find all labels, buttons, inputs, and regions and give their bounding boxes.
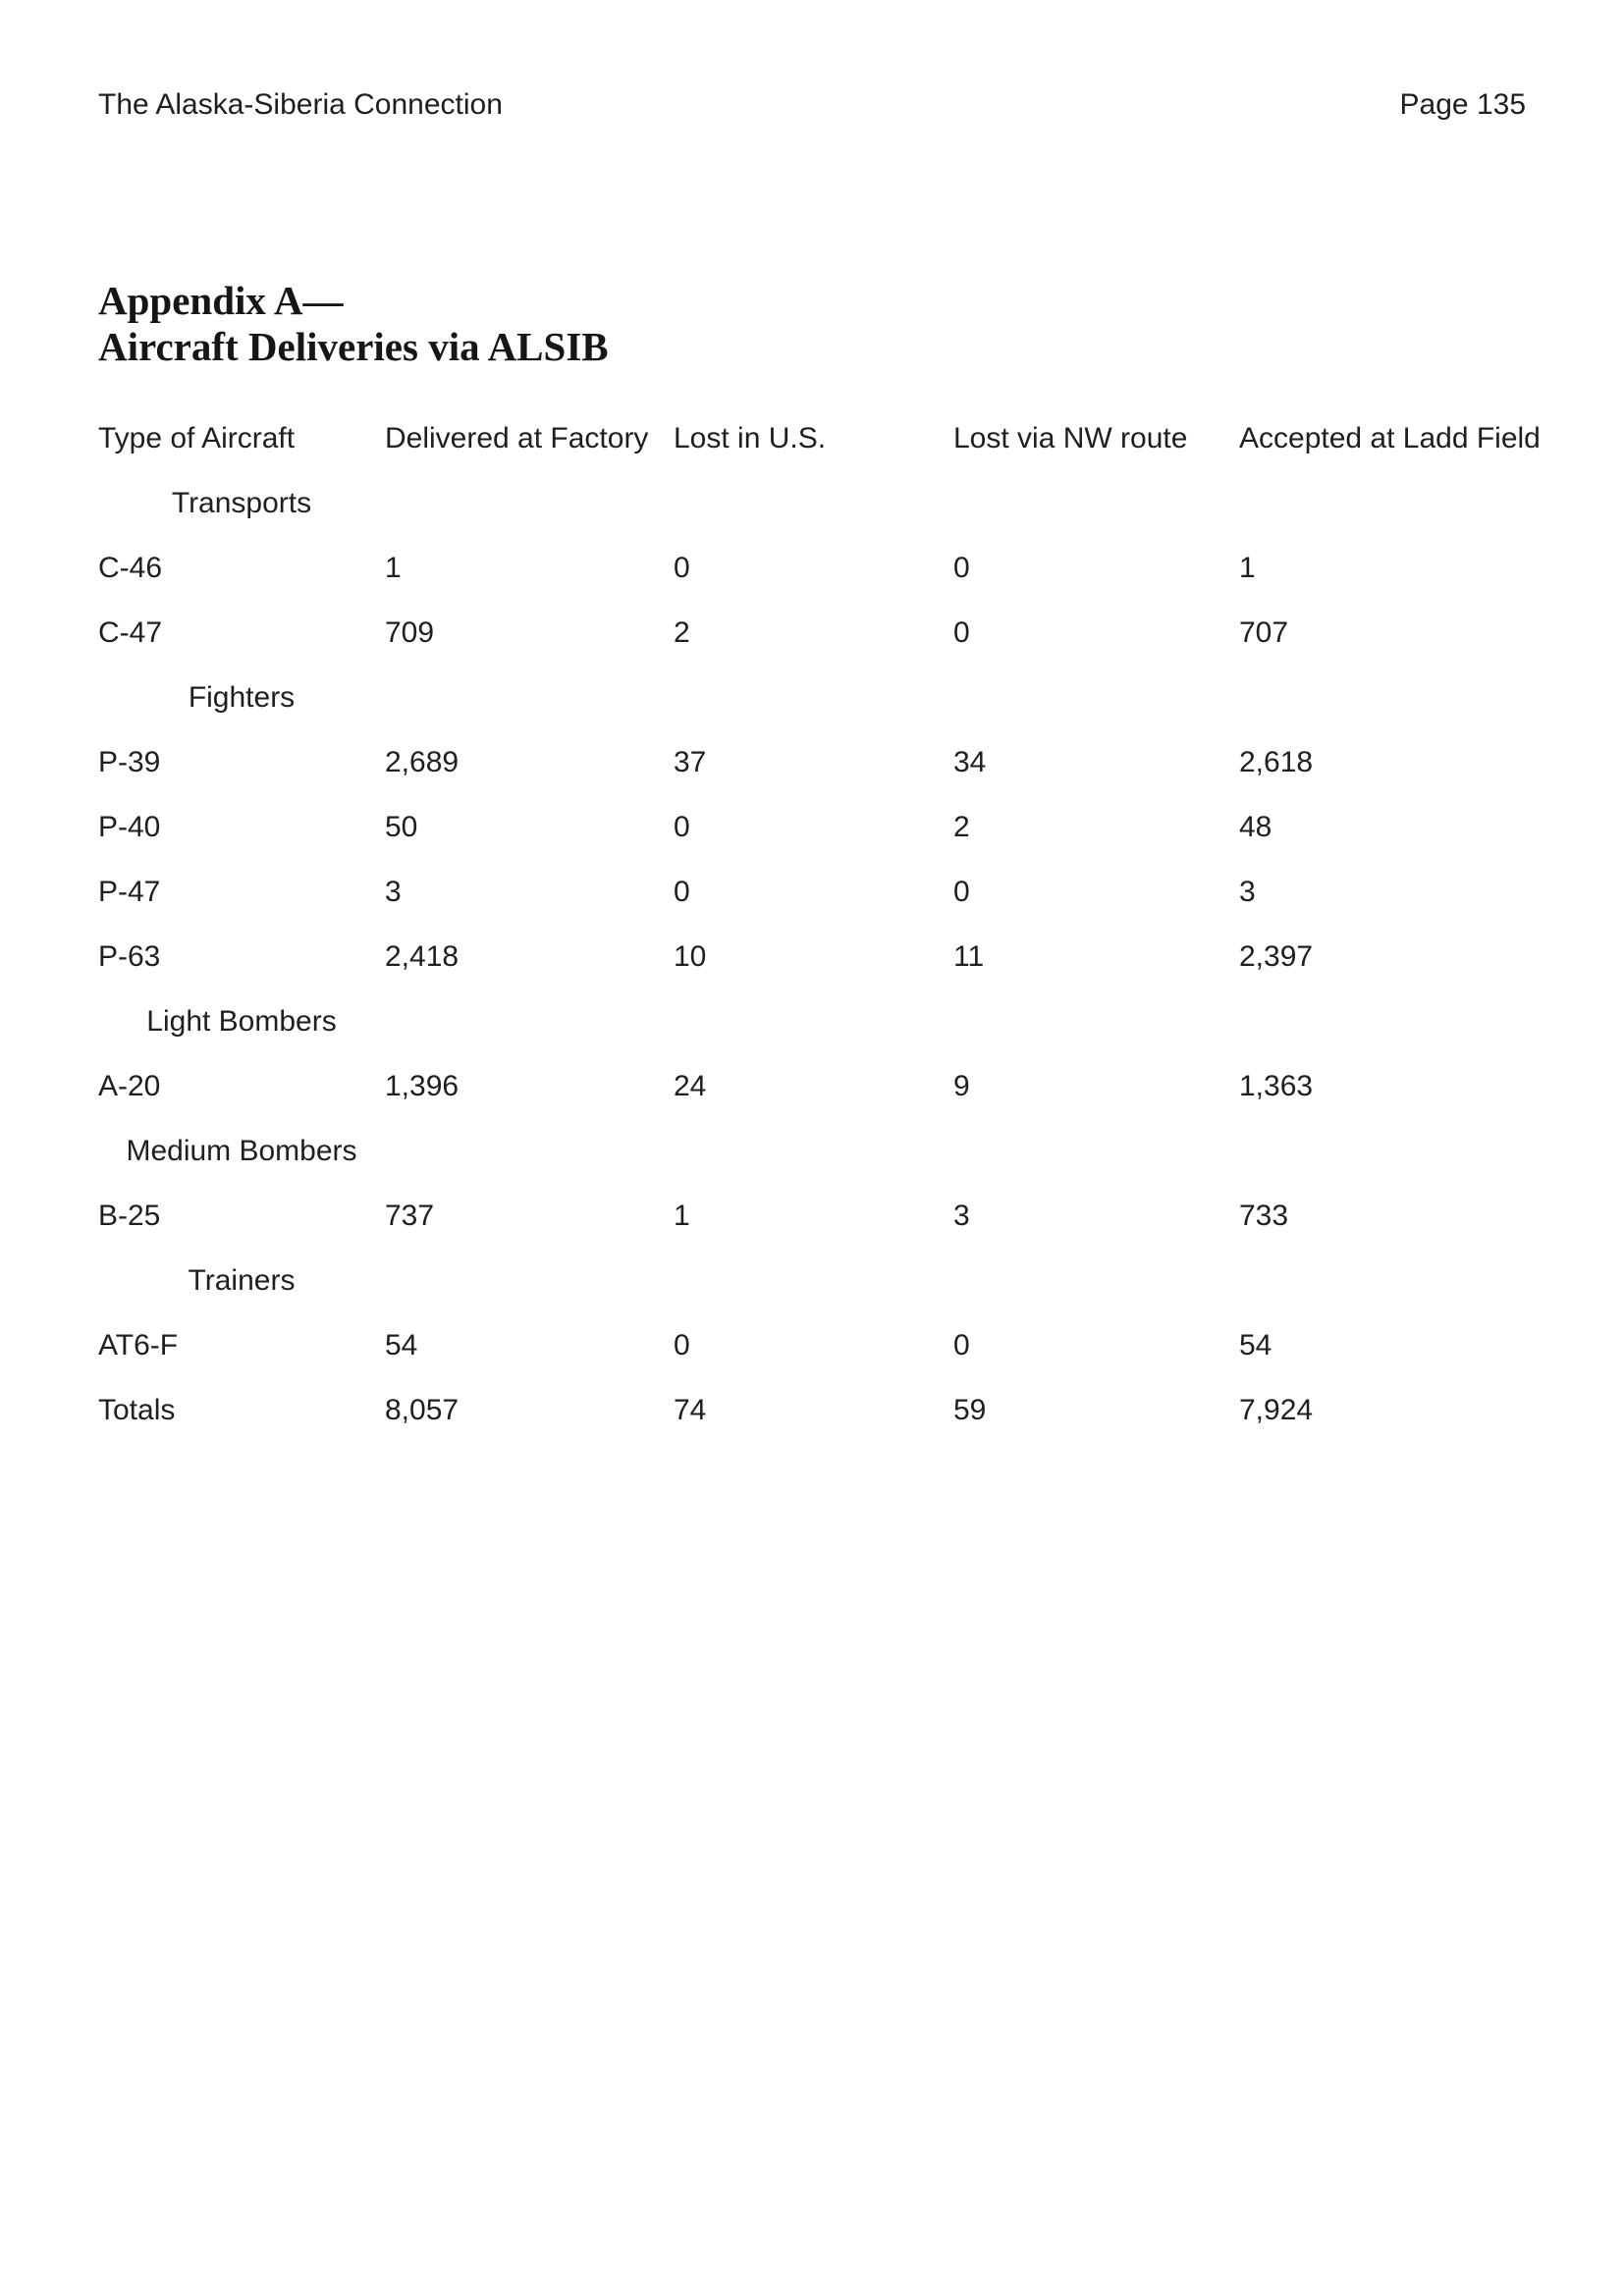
cell-accepted: 48 [1239,811,1272,843]
category-label: Trainers [188,1264,296,1297]
cell-accepted: 2,618 [1239,746,1314,778]
cell-delivered: 3 [385,876,402,908]
table-row [98,876,1526,940]
cell-lost-nw: 0 [953,876,970,908]
cell-aircraft: P-63 [98,940,161,973]
running-header-title: The Alaska-Siberia Connection [98,88,503,121]
cell-aircraft: P-39 [98,746,161,778]
category-label: Fighters [188,681,296,714]
table-row [98,746,1526,811]
cell-aircraft: P-40 [98,811,161,843]
table-row [98,811,1526,876]
category-label: Light Bombers [146,1005,337,1038]
cell-delivered: 8,057 [385,1394,460,1426]
cell-aircraft: B-25 [98,1200,161,1232]
cell-lost-nw: 0 [953,552,970,584]
cell-delivered: 1,396 [385,1070,460,1102]
category-row [98,1005,1526,1070]
cell-accepted: 733 [1239,1200,1289,1232]
table-header-row [98,422,1541,487]
cell-lost-nw: 3 [953,1200,970,1232]
column-header-type: Type of Aircraft [98,422,296,454]
category-row [98,487,1526,552]
cell-lost-us: 10 [674,940,707,973]
category-label: Medium Bombers [126,1135,357,1167]
cell-lost-us: 1 [674,1200,690,1232]
aircraft-deliveries-table [98,422,1541,1459]
appendix-title [98,278,609,370]
cell-lost-nw: 0 [953,1329,970,1362]
cell-delivered: 2,689 [385,746,460,778]
cell-accepted: 3 [1239,876,1256,908]
cell-lost-us: 2 [674,616,690,649]
cell-lost-nw: 0 [953,616,970,649]
cell-lost-nw: 9 [953,1070,970,1102]
table-row [98,1329,1526,1394]
page-number: Page 135 [1399,88,1526,121]
category-row [98,681,1526,746]
cell-accepted: 54 [1239,1329,1272,1362]
cell-lost-nw: 59 [953,1394,987,1426]
cell-lost-us: 37 [674,746,707,778]
cell-delivered: 54 [385,1329,418,1362]
cell-accepted: 7,924 [1239,1394,1314,1426]
category-label: Transports [171,487,312,519]
column-header-lost-us: Lost in U.S. [674,422,827,454]
cell-lost-us: 0 [674,876,690,908]
category-row [98,1264,1526,1329]
column-header-lost-nw: Lost via NW route [953,422,1188,454]
cell-accepted: 2,397 [1239,940,1314,973]
cell-lost-us: 0 [674,552,690,584]
cell-aircraft: AT6-F [98,1329,179,1362]
table-row [98,1070,1526,1135]
cell-delivered: 50 [385,811,418,843]
cell-delivered: 709 [385,616,435,649]
cell-accepted: 1 [1239,552,1256,584]
table-row [98,1200,1526,1264]
cell-aircraft: C-46 [98,552,163,584]
cell-aircraft: C-47 [98,616,163,649]
category-row [98,1135,1526,1200]
cell-delivered: 1 [385,552,402,584]
cell-lost-nw: 2 [953,811,970,843]
column-header-delivered: Delivered at Factory [385,422,649,454]
running-header [98,88,1526,122]
cell-lost-us: 0 [674,1329,690,1362]
cell-lost-us: 0 [674,811,690,843]
cell-aircraft: A-20 [98,1070,161,1102]
cell-lost-nw: 34 [953,746,987,778]
appendix-title-line1: Appendix A— [98,278,344,323]
cell-lost-nw: 11 [953,940,985,973]
cell-aircraft: P-47 [98,876,161,908]
cell-delivered: 737 [385,1200,435,1232]
cell-delivered: 2,418 [385,940,460,973]
table-row-totals [98,1394,1526,1459]
cell-accepted: 707 [1239,616,1289,649]
column-header-accepted: Accepted at Ladd Field [1239,422,1541,454]
table-row [98,940,1526,1005]
cell-accepted: 1,363 [1239,1070,1314,1102]
cell-lost-us: 74 [674,1394,707,1426]
cell-aircraft: Totals [98,1394,176,1426]
appendix-title-line2: Aircraft Deliveries via ALSIB [98,324,609,369]
cell-lost-us: 24 [674,1070,707,1102]
table-row [98,552,1526,616]
table-row [98,616,1526,681]
